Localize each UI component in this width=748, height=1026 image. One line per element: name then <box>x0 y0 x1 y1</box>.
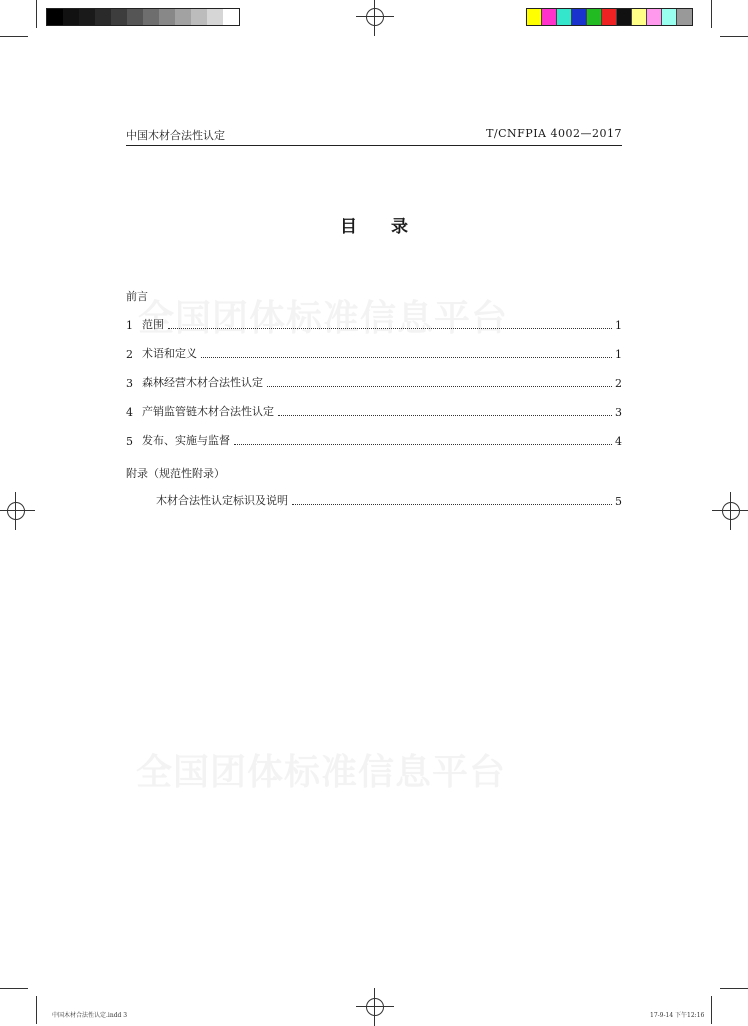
toc-entry-label: 产销监管链木材合法性认定 <box>142 405 274 418</box>
gray-swatch <box>63 9 79 25</box>
toc-foreword[interactable]: 前言 <box>126 290 148 303</box>
color-swatch <box>602 9 617 25</box>
toc-entry[interactable] <box>126 345 622 361</box>
gray-swatch <box>111 9 127 25</box>
toc-entry[interactable] <box>126 316 622 332</box>
color-swatch <box>632 9 647 25</box>
color-swatch <box>542 9 557 25</box>
leader-dots <box>168 327 612 329</box>
crop-mark <box>36 996 37 1024</box>
toc-entry-number: 1 <box>126 319 133 332</box>
gray-swatch <box>95 9 111 25</box>
footer-filename: 中国木材合法性认定.indd 3 <box>52 1012 128 1019</box>
gray-swatch <box>191 9 207 25</box>
cmyk-color-bar <box>526 8 693 26</box>
toc-entry[interactable] <box>126 403 622 419</box>
toc-entry-page: 1 <box>615 319 622 332</box>
page-title <box>0 212 748 237</box>
grayscale-color-bar <box>46 8 240 26</box>
crop-mark <box>0 36 28 37</box>
title-char-1: 目 <box>340 217 357 237</box>
toc-entry-label: 森林经营木材合法性认定 <box>142 376 263 389</box>
leader-dots <box>201 356 612 358</box>
toc-entry-page: 2 <box>615 377 622 390</box>
title-char-2: 录 <box>391 217 408 237</box>
toc-entry-page: 5 <box>615 495 622 508</box>
gray-swatch <box>207 9 223 25</box>
gray-swatch <box>175 9 191 25</box>
color-swatch <box>677 9 692 25</box>
leader-dots <box>234 443 612 445</box>
toc-entry-label: 木材合法性认定标识及说明 <box>156 494 288 507</box>
registration-mark-top <box>364 6 386 28</box>
toc-entry-label: 范围 <box>142 318 164 331</box>
crop-mark <box>0 988 28 989</box>
header-title: 中国木材合法性认定 <box>126 129 225 142</box>
leader-dots <box>278 414 612 416</box>
toc-entry-label: 术语和定义 <box>142 347 197 360</box>
toc-entry-number: 4 <box>126 406 133 419</box>
toc-entry-page: 3 <box>615 406 622 419</box>
toc-appendix[interactable]: 附录（规范性附录） <box>126 467 225 480</box>
color-swatch <box>647 9 662 25</box>
toc-entry-number: 5 <box>126 435 133 448</box>
color-swatch <box>587 9 602 25</box>
standard-number: T/CNFPIA 4002—2017 <box>486 127 622 140</box>
toc-entry[interactable] <box>126 374 622 390</box>
color-swatch <box>662 9 677 25</box>
page-header <box>126 127 622 143</box>
toc-entry[interactable] <box>126 432 622 448</box>
registration-mark-right <box>720 500 742 522</box>
registration-mark-left <box>5 500 27 522</box>
toc-entry-label: 发布、实施与监督 <box>142 434 230 447</box>
leader-dots <box>292 503 612 505</box>
color-swatch <box>557 9 572 25</box>
registration-mark-bottom <box>364 996 386 1018</box>
header-rule <box>126 145 622 146</box>
gray-swatch <box>79 9 95 25</box>
color-swatch <box>617 9 632 25</box>
toc-entry-page: 4 <box>615 435 622 448</box>
gray-swatch <box>223 9 239 25</box>
crop-mark <box>720 36 748 37</box>
color-swatch <box>527 9 542 25</box>
gray-swatch <box>159 9 175 25</box>
color-swatch <box>572 9 587 25</box>
toc-appendix-entry[interactable] <box>156 492 622 508</box>
gray-swatch <box>143 9 159 25</box>
crop-mark <box>711 0 712 28</box>
watermark-bottom <box>136 744 506 795</box>
toc-entry-page: 1 <box>615 348 622 361</box>
toc-entry-number: 3 <box>126 377 133 390</box>
footer-timestamp: 17-9-14 下午12:16 <box>650 1012 705 1019</box>
leader-dots <box>267 385 612 387</box>
toc-entry-number: 2 <box>126 348 133 361</box>
crop-mark <box>720 988 748 989</box>
crop-mark <box>36 0 37 28</box>
crop-mark <box>711 996 712 1024</box>
gray-swatch <box>127 9 143 25</box>
gray-swatch <box>47 9 63 25</box>
